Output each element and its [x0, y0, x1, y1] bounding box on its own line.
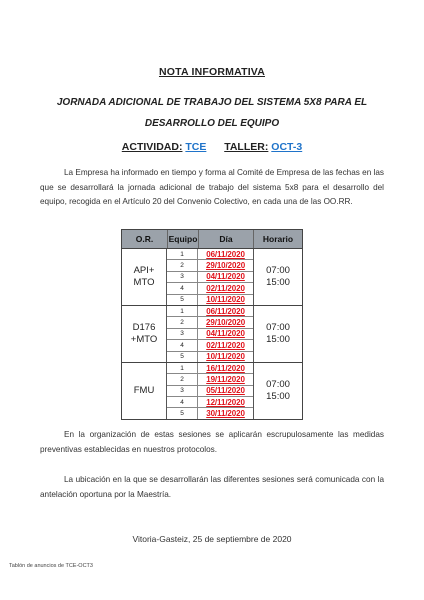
dia-cell: 06/11/2020: [206, 249, 245, 259]
equipo-cell: 2: [167, 260, 198, 270]
group-rows: [166, 306, 254, 362]
protocols-paragraph: En la organización de estas sesiones se aplicarán escrupulosamente las medidas preventivas establecidas en nuestros protocolos.: [40, 430, 384, 454]
table-row: [167, 328, 253, 339]
equipo-cell: 5: [167, 295, 198, 305]
dia-cell: 04/11/2020: [206, 272, 245, 282]
dia-cell: 06/11/2020: [206, 306, 245, 316]
dia-cell: 29/10/2020: [206, 261, 246, 271]
table-row: [167, 385, 253, 396]
equipo-cell: 3: [167, 329, 198, 339]
table-row: [167, 351, 253, 362]
equipo-cell: 2: [167, 317, 198, 327]
header-dia: Día: [198, 230, 253, 248]
group-horario: 07:00 15:00: [266, 378, 290, 402]
table-row: [167, 306, 253, 316]
table-row: [167, 363, 253, 373]
table-row: [167, 316, 253, 327]
equipo-cell: 1: [167, 363, 198, 373]
dia-cell: 12/11/2020: [206, 397, 245, 407]
dia-cell: 10/11/2020: [206, 352, 245, 362]
dia-cell: 19/11/2020: [206, 374, 245, 384]
dia-cell: 29/10/2020: [206, 318, 246, 328]
equipo-cell: 5: [167, 352, 198, 362]
page-title: NOTA INFORMATIVA: [158, 66, 266, 78]
actividad-value: TCE: [185, 141, 207, 153]
table-row: [167, 249, 253, 259]
header-horario: Horario: [253, 230, 302, 248]
schedule-table: [121, 229, 303, 420]
group-horario: 07:00 15:00: [266, 264, 290, 288]
equipo-cell: 2: [167, 374, 198, 384]
page-subtitle: JORNADA ADICIONAL DE TRABAJO DEL SISTEMA 5X8 PARA EL DESARROLLO DEL EQUIPO: [56, 97, 368, 129]
table-group: [122, 306, 302, 363]
equipo-cell: 4: [167, 340, 198, 350]
equipo-cell: 3: [167, 272, 198, 282]
equipo-cell: 1: [167, 249, 198, 259]
intro-paragraph: La Empresa ha informado en tiempo y forma al Comité de Empresa de las fechas en las que se desarrollará la jornada adicional de trabajo del sistema 5x8 para el desarrollo del equipo, recogida en el Artículo 20 del Convenio Colectivo, en cada una de las OO.RR.: [40, 168, 384, 206]
header-or: O.R.: [135, 234, 154, 244]
group-or: D176 +MTO: [130, 321, 158, 345]
table-row: [167, 396, 253, 407]
dia-cell: 16/11/2020: [206, 363, 245, 373]
dia-cell: 10/11/2020: [206, 295, 245, 305]
table-group: [122, 363, 302, 419]
equipo-cell: 5: [167, 408, 198, 418]
footer-note: Tablón de anuncios de TCE-OCT3: [9, 563, 93, 569]
header-equipo: Equipo: [167, 230, 198, 248]
actividad-label: ACTIVIDAD:: [121, 141, 183, 153]
location-paragraph: La ubicación en la que se desarrollarán las diferentes sesiones será comunicada con la antelación oportuna por la Maestría.: [40, 475, 384, 499]
table-row: [167, 407, 253, 418]
table-group: [122, 249, 302, 306]
group-or: API+ MTO: [133, 264, 155, 288]
group-horario: 07:00 15:00: [266, 321, 290, 345]
dia-cell: 02/11/2020: [206, 340, 245, 350]
group-or: FMU: [133, 384, 155, 396]
dia-cell: 04/11/2020: [206, 329, 245, 339]
table-row: [167, 259, 253, 270]
table-row: [167, 373, 253, 384]
taller-label: TALLER:: [224, 141, 269, 153]
group-rows: [166, 363, 254, 419]
place-date: Vitoria-Gasteiz, 25 de septiembre de 2020: [132, 534, 292, 544]
equipo-cell: 1: [167, 306, 198, 316]
equipo-cell: 3: [167, 386, 198, 396]
group-rows: [166, 249, 254, 305]
table-row: [167, 339, 253, 350]
taller-value: OCT-3: [271, 141, 303, 153]
dia-cell: 30/11/2020: [206, 409, 245, 419]
equipo-cell: 4: [167, 283, 198, 293]
dia-cell: 02/11/2020: [206, 283, 245, 293]
table-row: [167, 271, 253, 282]
table-header: [122, 230, 302, 249]
dia-cell: 05/11/2020: [206, 386, 245, 396]
activity-line: [0, 141, 424, 153]
table-row: [167, 282, 253, 293]
equipo-cell: 4: [167, 397, 198, 407]
table-row: [167, 294, 253, 305]
